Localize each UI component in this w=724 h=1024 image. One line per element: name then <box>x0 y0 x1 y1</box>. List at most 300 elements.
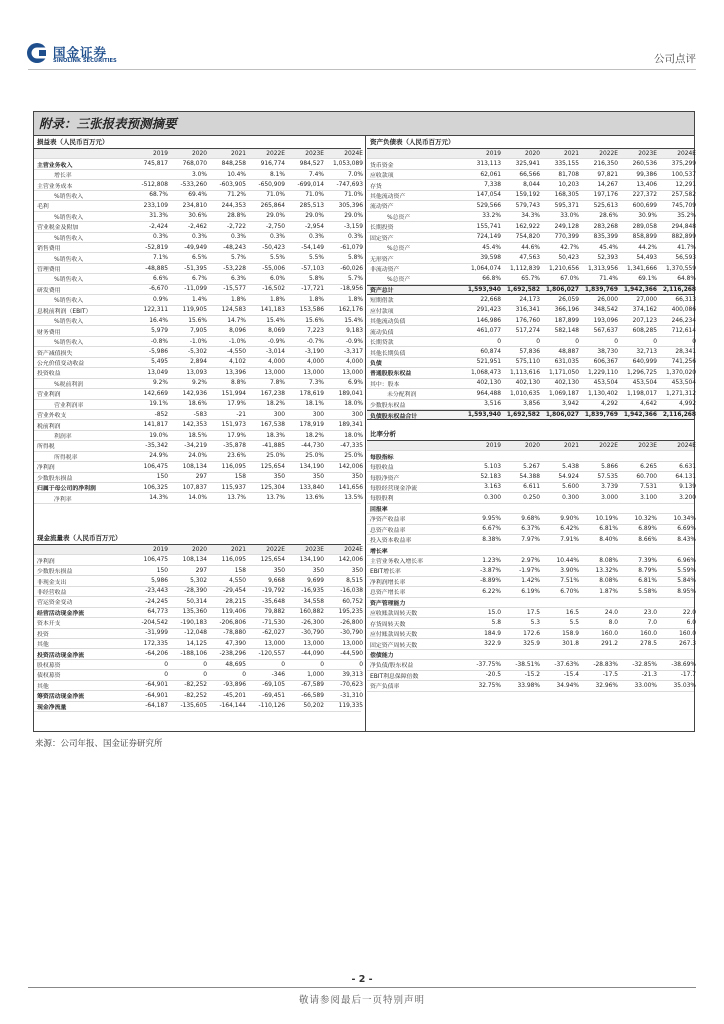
table-row <box>34 326 361 336</box>
cell-value: 6.96% <box>677 557 696 564</box>
cell-value: 0.3% <box>309 234 324 241</box>
cell-value: 168,305 <box>554 192 579 199</box>
year-label: 2019 <box>153 546 168 553</box>
row-label: 未分配利润 <box>387 392 417 399</box>
year-label: 2019 <box>486 442 501 449</box>
cell-value: -64,901 <box>145 682 168 689</box>
cell-value: 193,096 <box>593 317 618 324</box>
row-label: 营运资金变动 <box>37 600 73 607</box>
cell-value: 8.0 <box>608 620 618 627</box>
cell-value: 858,899 <box>632 234 657 241</box>
cell-value: 141,656 <box>338 484 363 491</box>
cell-value: 125,654 <box>260 463 285 470</box>
cell-value: 16.5 <box>565 609 579 616</box>
cell-value: 141,817 <box>143 422 168 429</box>
cell-value: 6.89% <box>638 526 657 533</box>
cell-value: 125,654 <box>260 557 285 564</box>
row-label: 销售费用 <box>37 246 61 253</box>
cell-value: 6.42% <box>560 526 579 533</box>
cell-value: -38.51% <box>515 661 540 668</box>
year-label: 2020 <box>525 150 540 157</box>
cell-value: 32.75% <box>478 682 501 689</box>
table-row <box>34 243 361 253</box>
row-label: 流动负债 <box>370 329 394 336</box>
row-label: %销售收入 <box>54 319 84 326</box>
cell-value: 9.90% <box>560 515 579 522</box>
table-row <box>34 618 361 628</box>
table-row <box>34 222 361 232</box>
cell-value: -0.9% <box>267 338 285 345</box>
table-row <box>34 452 361 462</box>
cell-value: 17.5 <box>526 609 540 616</box>
cell-value: 195,235 <box>338 609 363 616</box>
cell-value: -583 <box>193 411 207 418</box>
cell-value: 1,271,312 <box>666 390 696 397</box>
cell-value: 916,774 <box>260 161 285 168</box>
table-row <box>34 233 361 243</box>
row-label: 主营业务成本 <box>37 183 73 190</box>
cell-value: 8.38% <box>482 536 501 543</box>
cell-value: 39,313 <box>342 671 363 678</box>
cell-value: 2,116,268 <box>662 412 696 419</box>
row-label: 筹资活动现金净流 <box>37 694 85 701</box>
table-row <box>367 462 694 472</box>
cell-value: 402,130 <box>515 380 540 387</box>
cell-value: 172,335 <box>143 640 168 647</box>
cell-value: 325.9 <box>523 641 540 648</box>
table-row <box>367 629 694 639</box>
table-row <box>367 545 694 555</box>
cell-value: 64.8% <box>677 275 696 282</box>
cell-value: 10,203 <box>558 182 579 189</box>
cell-value: -188,106 <box>180 651 207 658</box>
cell-value: -5,986 <box>149 349 168 356</box>
cell-value: 160.0 <box>679 630 696 637</box>
cell-value: 125,304 <box>260 484 285 491</box>
cell-value: 7.531 <box>640 484 657 491</box>
cell-value: 1,068,473 <box>471 369 501 376</box>
cell-value: 64.131 <box>675 474 696 481</box>
cell-value: 316,341 <box>515 307 540 314</box>
cell-value: 300 <box>312 411 324 418</box>
cell-value: -60,026 <box>340 265 363 272</box>
cell-value: 6.81% <box>599 526 618 533</box>
year-label: 2022E <box>599 150 618 157</box>
cell-value: 8,515 <box>346 578 363 585</box>
cell-value: 216,350 <box>593 161 618 168</box>
cell-value: -16,935 <box>301 588 324 595</box>
cell-value: 6.19% <box>521 588 540 595</box>
table-row <box>34 608 361 618</box>
cell-value: 69.4% <box>188 192 207 199</box>
cell-value: 5.5 <box>569 620 579 627</box>
cell-value: 29.0% <box>305 213 324 220</box>
source-note: 来源：公司年报、国金证券研究所 <box>35 739 163 749</box>
table-row <box>367 285 694 295</box>
cell-value: 7,223 <box>307 328 324 335</box>
table-row <box>367 650 694 660</box>
cell-value: -3,317 <box>344 349 363 356</box>
cell-value: 13.32% <box>595 567 618 574</box>
table-row <box>367 410 694 420</box>
report-type: 公司点评 <box>654 53 696 65</box>
cell-value: 44.2% <box>638 244 657 251</box>
cell-value: 1,370,020 <box>666 369 696 376</box>
row-label: 投资 <box>37 631 49 638</box>
year-label: 2023E <box>305 546 324 553</box>
cell-value: 24,173 <box>519 296 540 303</box>
cell-value: 297 <box>195 474 207 481</box>
cell-value: 0.3% <box>270 234 285 241</box>
row-label: 投资活动现金净流 <box>37 652 85 659</box>
cell-value: 335,155 <box>554 161 579 168</box>
cell-value: 147,054 <box>476 192 501 199</box>
row-label: 长期贷款 <box>370 340 394 347</box>
year-label: 2022E <box>266 546 285 553</box>
table-row <box>367 316 694 326</box>
table-row <box>34 691 361 701</box>
cell-value: 5.5% <box>309 255 324 262</box>
cell-value: 7.0% <box>348 171 363 178</box>
cell-value: -82,252 <box>184 692 207 699</box>
cell-value: 7.97% <box>521 536 540 543</box>
cell-value: -15.4 <box>563 672 579 679</box>
cell-value: 172.6 <box>523 630 540 637</box>
table-row <box>34 566 361 576</box>
cell-value: -3,190 <box>305 349 324 356</box>
cell-value: 64,773 <box>147 609 168 616</box>
cell-value: 178,919 <box>299 422 324 429</box>
table-row <box>34 201 361 211</box>
cell-value: -15,577 <box>223 286 246 293</box>
table-row <box>34 358 361 368</box>
row-label: 毛利 <box>37 204 49 211</box>
cell-value: 155,741 <box>476 223 501 230</box>
row-label: 资产总计 <box>370 288 394 295</box>
row-label: 研发费用 <box>37 287 61 294</box>
row-label: 股权募资 <box>37 663 61 670</box>
cell-value: -24,245 <box>145 598 168 605</box>
row-label: 营业外收支 <box>37 413 67 420</box>
cell-value: 13,406 <box>636 182 657 189</box>
row-label: 净利润 <box>37 465 55 472</box>
cell-value: 1,229,110 <box>588 369 618 376</box>
table-row <box>367 295 694 305</box>
cell-value: -2,954 <box>305 223 324 230</box>
cell-value: 5.600 <box>562 484 579 491</box>
cell-value: 0 <box>320 661 324 668</box>
row-label: EBIT利息保障倍数 <box>370 673 419 680</box>
row-label: 总资产增长率 <box>370 590 406 597</box>
cell-value: 1,112,839 <box>510 265 540 272</box>
cell-value: 8.40% <box>599 536 618 543</box>
cell-value: 50,314 <box>186 598 207 605</box>
cell-value: 0.300 <box>484 494 501 501</box>
cell-value: -44,590 <box>340 651 363 658</box>
cell-value: 189,041 <box>338 390 363 397</box>
table-row <box>367 243 694 253</box>
cell-value: 18.3% <box>266 432 285 439</box>
cell-value: 1.8% <box>231 296 246 303</box>
table-row <box>34 337 361 347</box>
year-label: 2021 <box>564 150 579 157</box>
cell-value: 108,134 <box>182 557 207 564</box>
cell-value: -21 <box>236 411 246 418</box>
table-row <box>34 681 361 691</box>
column-divider <box>365 136 366 732</box>
cell-value: 54.924 <box>558 474 579 481</box>
cell-value: 305,396 <box>338 202 363 209</box>
cell-value: 26,059 <box>558 296 579 303</box>
year-header-row <box>367 149 694 159</box>
row-label: 管理费用 <box>37 267 61 274</box>
cell-value: 160.0 <box>640 630 657 637</box>
table-row <box>34 639 361 649</box>
cell-value: 4,000 <box>307 359 324 366</box>
cell-value: 6.0% <box>270 275 285 282</box>
cell-value: 6.22% <box>482 588 501 595</box>
cell-value: 54,493 <box>636 255 657 262</box>
table-row <box>34 702 361 712</box>
cell-value: 18.6% <box>188 401 207 408</box>
cell-value: 7,338 <box>484 182 501 189</box>
cell-value: 267.3 <box>679 641 696 648</box>
row-label: 净负债/股东权益 <box>370 663 414 670</box>
cell-value: 5,302 <box>190 578 207 585</box>
row-label: 其他 <box>37 642 49 649</box>
table-row <box>367 608 694 618</box>
cell-value: 882,899 <box>671 234 696 241</box>
cell-value: 6.0 <box>686 620 696 627</box>
cell-value: 13.7% <box>227 495 246 502</box>
cell-value: -52,819 <box>145 244 168 251</box>
cell-value: 15.6% <box>305 317 324 324</box>
cell-value: -44,090 <box>301 651 324 658</box>
cell-value: -603,905 <box>219 182 246 189</box>
cell-value: 8.79% <box>638 567 657 574</box>
year-label: 2024E <box>677 150 696 157</box>
cell-value: -16,038 <box>340 588 363 595</box>
cell-value: 158 <box>234 567 246 574</box>
year-label: 2021 <box>564 442 579 449</box>
cell-value: 0.9% <box>153 296 168 303</box>
cell-value: 1,069,187 <box>549 390 579 397</box>
table-row <box>367 326 694 336</box>
page-number: - 2 - <box>351 974 373 985</box>
row-label: 营业利润率 <box>54 402 84 409</box>
cell-value: -11,099 <box>184 286 207 293</box>
cell-value: 724,149 <box>476 234 501 241</box>
cell-value: 1,839,769 <box>584 286 618 293</box>
row-label: 每股指标 <box>370 454 394 461</box>
cell-value: -17.7 <box>680 672 696 679</box>
cell-value: 134,190 <box>299 557 324 564</box>
year-header-row <box>34 149 361 159</box>
cell-value: 29.0% <box>266 213 285 220</box>
cell-value: 23.0 <box>643 609 657 616</box>
row-label: 少数股东损益 <box>37 475 73 482</box>
cell-value: 453,504 <box>671 380 696 387</box>
cell-value: -2,462 <box>188 223 207 230</box>
cell-value: -41,885 <box>262 442 285 449</box>
cell-value: 567,637 <box>593 328 618 335</box>
cell-value: 176,760 <box>515 317 540 324</box>
cell-value: 1,296,725 <box>627 369 657 376</box>
cell-value: 79,882 <box>264 609 285 616</box>
cell-value: -110,126 <box>258 703 285 710</box>
cell-value: 5.58% <box>638 588 657 595</box>
cell-value: -28.83% <box>593 661 618 668</box>
logo-text-en: SINOLINK SECURITIES <box>53 58 117 64</box>
cell-value: -82,252 <box>184 682 207 689</box>
year-label: 2024E <box>344 150 363 157</box>
cell-value: 14,267 <box>597 182 618 189</box>
cell-value: 0 <box>203 671 207 678</box>
cell-value: -29,454 <box>223 588 246 595</box>
cell-value: 3.0% <box>192 171 207 178</box>
cell-value: 575,110 <box>515 359 540 366</box>
cell-value: 1.8% <box>270 296 285 303</box>
cell-value: 18.1% <box>305 401 324 408</box>
cell-value: 579,743 <box>515 202 540 209</box>
cell-value: 8,069 <box>268 328 285 335</box>
cell-value: 10.44% <box>556 557 579 564</box>
cell-value: 116,095 <box>221 463 246 470</box>
cell-value: -1.0% <box>228 338 246 345</box>
cell-value: -54,149 <box>301 244 324 251</box>
row-label: 负债 <box>370 360 382 367</box>
cell-value: -34,219 <box>184 442 207 449</box>
cell-value: -18,956 <box>340 286 363 293</box>
cell-value: -2,424 <box>149 223 168 230</box>
row-label: 净利润 <box>37 558 55 565</box>
cell-value: 65.7% <box>521 275 540 282</box>
logo-mark-icon <box>26 42 48 64</box>
cell-value: 18.0% <box>344 432 363 439</box>
cell-value: 285,513 <box>299 202 324 209</box>
year-label: 2023E <box>638 150 657 157</box>
cell-value: 3.100 <box>640 494 657 501</box>
cell-value: 197,176 <box>593 192 618 199</box>
cell-value: 158 <box>234 474 246 481</box>
cell-value: 3,942 <box>562 401 579 408</box>
cell-value: 71.0% <box>305 192 324 199</box>
cell-value: -16,502 <box>262 286 285 293</box>
cell-value: -78,880 <box>223 630 246 637</box>
cell-value: 10.32% <box>634 515 657 522</box>
cell-value: 119,335 <box>338 703 363 710</box>
cell-value: -12,048 <box>184 630 207 637</box>
cell-value: 848,258 <box>221 161 246 168</box>
row-label: 其他流动资产 <box>370 193 406 200</box>
cell-value: 42.7% <box>560 244 579 251</box>
cell-value: 24.9% <box>149 453 168 460</box>
table-row <box>34 587 361 597</box>
cell-value: 135,360 <box>182 609 207 616</box>
year-label: 2022E <box>599 442 618 449</box>
table-row <box>367 233 694 243</box>
cell-value: -69,451 <box>262 692 285 699</box>
cell-value: 6.631 <box>679 463 696 470</box>
cell-value: 0 <box>692 338 696 345</box>
section-title: 附录：三张报表预测摘要 <box>34 112 694 136</box>
table-header: 比率分析 <box>367 428 694 441</box>
table-row <box>34 170 361 180</box>
cell-value: 283,268 <box>593 223 618 230</box>
table-row <box>34 274 361 284</box>
row-label: %税前利润 <box>54 381 84 388</box>
cell-value: 60,752 <box>342 598 363 605</box>
cell-value: 32,713 <box>636 349 657 356</box>
cell-value: 142,006 <box>338 463 363 470</box>
row-label: 公允价值变动收益 <box>37 360 85 367</box>
cell-value: 4,642 <box>640 401 657 408</box>
row-label: %总资产 <box>387 277 411 284</box>
cell-value: -37.75% <box>476 661 501 668</box>
table-row <box>367 525 694 535</box>
cell-value: -35,648 <box>262 598 285 605</box>
table-row <box>34 420 361 430</box>
cell-value: 34.94% <box>556 682 579 689</box>
row-label: 应付款项 <box>370 308 394 315</box>
year-header-row <box>34 545 361 555</box>
cell-value: -67,589 <box>301 682 324 689</box>
cell-value: -30,790 <box>340 630 363 637</box>
cell-value: 5.3 <box>530 620 540 627</box>
table-row <box>34 441 361 451</box>
cell-value: 28.8% <box>227 213 246 220</box>
row-label: %销售收入 <box>54 298 84 305</box>
cell-value: 517,274 <box>515 328 540 335</box>
cell-value: 529,566 <box>476 202 501 209</box>
cell-value: 350 <box>351 474 363 481</box>
cell-value: 5,986 <box>151 578 168 585</box>
row-label: 营业税金及附加 <box>37 225 79 232</box>
cell-value: -346 <box>271 671 285 678</box>
row-label: %销售收入 <box>54 235 84 242</box>
row-label: 少数股东权益 <box>370 402 406 409</box>
cell-value: -47,335 <box>340 442 363 449</box>
cell-value: 151,994 <box>221 390 246 397</box>
cell-value: 30.9% <box>638 213 657 220</box>
row-label: 应收账款周转天数 <box>370 611 418 618</box>
cell-value: -93,896 <box>223 682 246 689</box>
cell-value: 5.267 <box>523 463 540 470</box>
cell-value: 1,210,656 <box>549 265 579 272</box>
cell-value: 153,586 <box>299 307 324 314</box>
cell-value: 1.23% <box>482 557 501 564</box>
table-row <box>367 253 694 263</box>
cell-value: 119,905 <box>182 307 207 314</box>
row-label: 非经营收益 <box>37 589 67 596</box>
cell-value: 18.5% <box>188 432 207 439</box>
cell-value: 15.0 <box>487 609 501 616</box>
cell-value: 246,234 <box>671 317 696 324</box>
cell-value: 71.4% <box>599 275 618 282</box>
cell-value: -3,159 <box>344 223 363 230</box>
cell-value: 13,396 <box>225 369 246 376</box>
cell-value: 3.163 <box>484 484 501 491</box>
cell-value: 15.4% <box>344 317 363 324</box>
row-label: 每股净资产 <box>370 475 400 482</box>
table-row <box>367 264 694 274</box>
cell-value: 13,000 <box>264 640 285 647</box>
cell-value: 48,695 <box>225 661 246 668</box>
cell-value: 33.0% <box>560 213 579 220</box>
logo-text-cn: 国金证券 <box>53 45 108 60</box>
cell-value: 8,096 <box>229 328 246 335</box>
row-label: 回报率 <box>370 506 388 513</box>
